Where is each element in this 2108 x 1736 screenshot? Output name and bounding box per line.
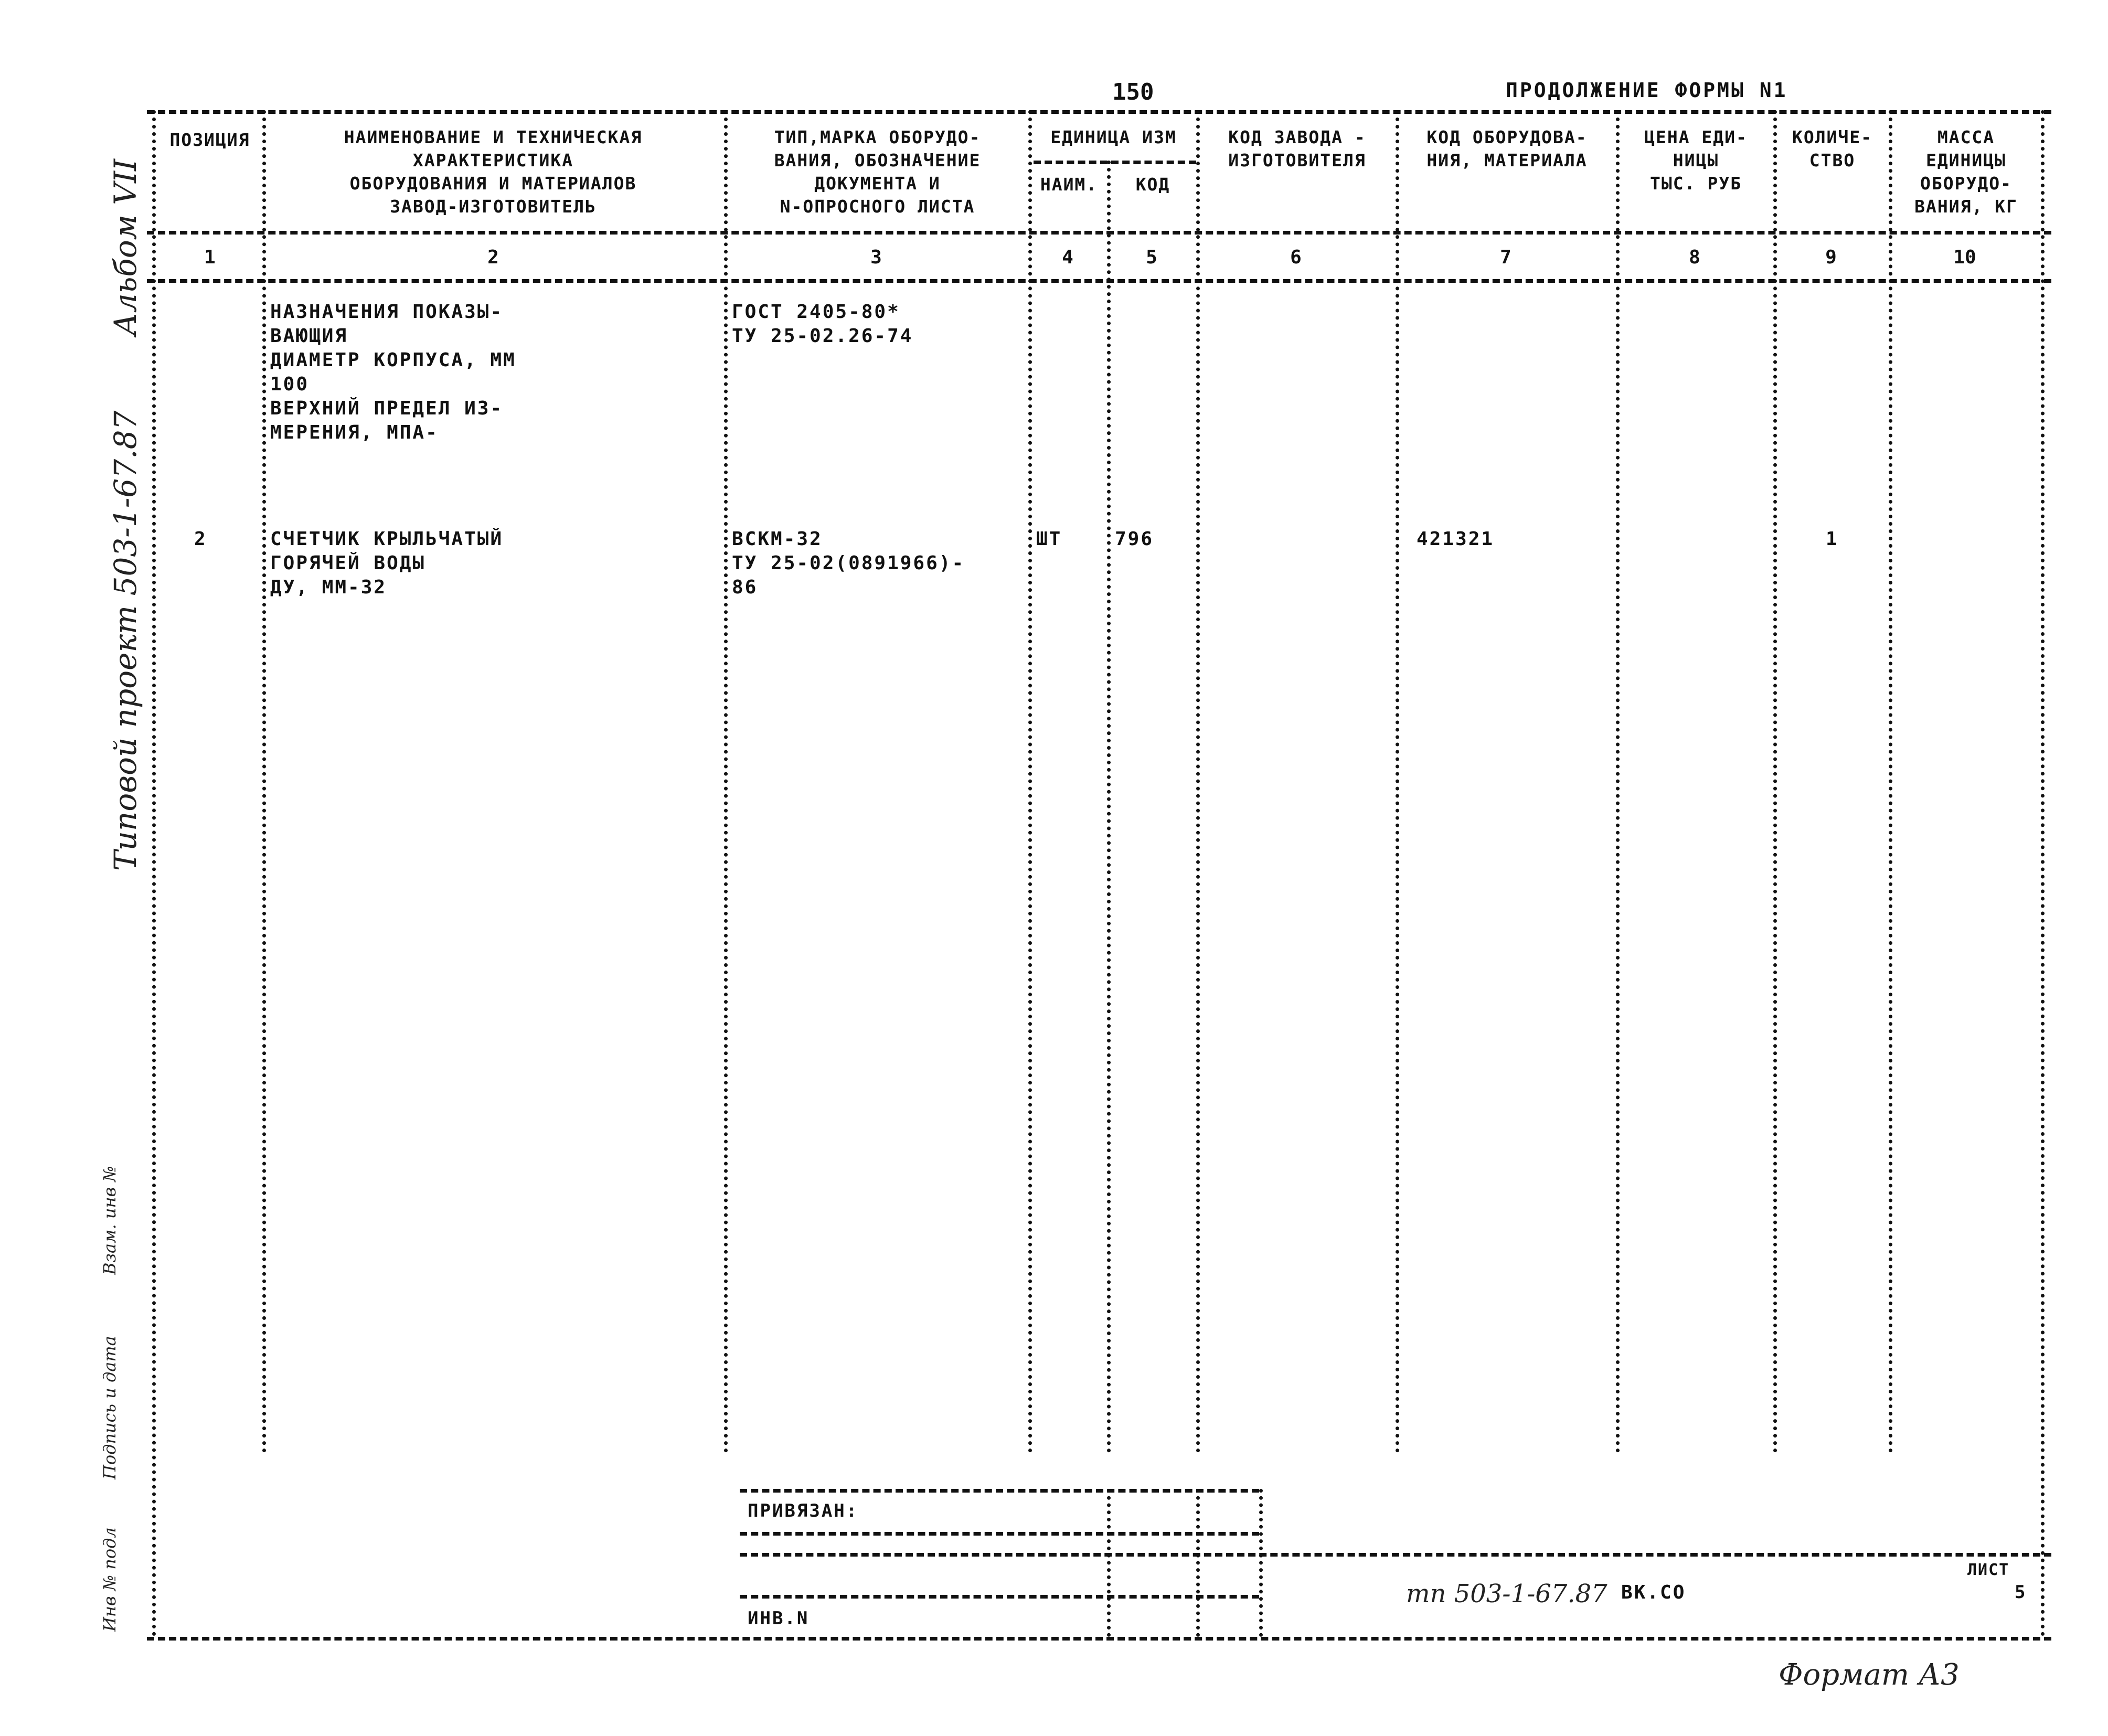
rule-stamp-v3 — [1259, 1489, 1263, 1637]
rule-stamp-v2 — [1196, 1489, 1200, 1637]
inv-orig-label: Инв № подл — [100, 1527, 120, 1632]
rule-stamp-top — [740, 1489, 1259, 1493]
sheet-label: ЛИСТ — [1967, 1561, 2010, 1579]
format-label: Формат А3 — [1779, 1658, 1960, 1692]
rule-col-1 — [262, 110, 266, 1453]
row-name-line: МЕРЕНИЯ, МПА- — [270, 422, 439, 443]
rule-col-6 — [1396, 110, 1399, 1453]
rule-col-3 — [1028, 110, 1032, 1453]
row-name-line: СЧЕТЧИК КРЫЛЬЧАТЫЙ — [270, 528, 504, 550]
rule-header-bottom — [147, 231, 2051, 235]
row-position: 2 — [194, 528, 207, 550]
row-unit-code: 796 — [1115, 528, 1154, 550]
spec-sheet: 150 ПРОДОЛЖЕНИЕ ФОРМЫ N1 ПОЗИЦИЯ НАИМЕНОВАНИЕ И ТЕХНИЧЕСКАЯ ХАРАКТЕРИСТИКА ОБОРУДОВАНИЯ И МАТЕРИАЛОВ ЗАВОД-ИЗГОТОВИТЕЛЬ ТИП,МАРКА ОБОРУДО- ВАНИЯ, ОБОЗНАЧЕНИЕ ДОКУМЕНТА И N-ОПРОСНОГО ЛИСТА ЕДИНИЦА ИЗМ НАИМ. КОД КОД ЗАВОДА - ИЗГОТОВИТЕЛЯ КОД ОБОРУДОВА- НИЯ, МАТЕРИАЛА ЦЕНА ЕДИ- НИЦЫ ТЫС. РУБ КОЛИЧЕ- СТВО МАССА ЕДИНИЦЫ ОБОРУДО- ВАНИЯ, КГ 1 2 3 4 5 6 7 8 9 10 НАЗНАЧЕНИЯ ПОКАЗЫ- ВАЮЩИЯ ДИАМЕТР КОРПУСА, ММ 100 ВЕРХНИЙ ПРЕДЕЛ ИЗ- МЕРЕНИЯ, МПА- ГОСТ 2405-80* ТУ 25-02.26-74 2 СЧЕТЧИК КРЫЛЬЧАТЫЙ ГОРЯЧЕЙ ВОДЫ ДУ, ММ-32 ВСКМ-32 ТУ 25-02(0891966)- 86 ШТ 796 421321 1 ПРИВЯЗАН: ИНВ.N тп 503-1-67.87 ВК.СО ЛИСТ 5 Альбом VII Типовой проект 503-1-67.87 Инв № подл Подпись и дата Взам. инв № Формат А3 — [0, 0, 2108, 1736]
row-name-line: ДУ, ММ-32 — [270, 577, 387, 598]
row-quantity: 1 — [1826, 528, 1839, 550]
rule-top — [147, 110, 2051, 114]
sheet-number: 5 — [2015, 1582, 2026, 1603]
bound-label: ПРИВЯЗАН: — [748, 1500, 859, 1521]
row-type-line: ТУ 25-02(0891966)- — [732, 552, 965, 574]
rule-col-9 — [1889, 110, 1892, 1453]
rule-right-frame — [2041, 110, 2045, 1637]
document-code: тп 503-1-67.87 — [1406, 1579, 1607, 1609]
inv-label: ИНВ.N — [748, 1608, 810, 1629]
rule-stamp-band — [740, 1553, 2051, 1557]
rule-col-7 — [1616, 110, 1620, 1453]
continuation-title: ПРОДОЛЖЕНИЕ ФОРМЫ N1 — [1506, 79, 1788, 102]
row-unit-name: ШТ — [1036, 528, 1062, 550]
rule-col-8 — [1773, 110, 1777, 1453]
page-number: 150 — [1112, 79, 1154, 105]
rule-unit-split — [1034, 161, 1196, 164]
album-label: Альбом VII — [108, 159, 143, 336]
row-type-line: ГОСТ 2405-80* — [732, 301, 900, 323]
row-type-line: 86 — [732, 577, 758, 598]
row-type-line: ТУ 25-02.26-74 — [732, 325, 913, 347]
rule-col-2 — [724, 110, 728, 1453]
row-name-line: ВАЮЩИЯ — [270, 325, 348, 347]
row-name-line: ДИАМЕТР КОРПУСА, ММ — [270, 349, 516, 371]
row-name-line: ГОРЯЧЕЙ ВОДЫ — [270, 552, 426, 574]
rule-col-4 — [1107, 161, 1111, 1453]
document-suffix: ВК.СО — [1621, 1582, 1686, 1603]
row-name-line: 100 — [270, 374, 310, 395]
rule-left-frame — [152, 110, 156, 1637]
row-type-line: ВСКМ-32 — [732, 528, 823, 550]
row-name-line: ВЕРХНИЙ ПРЕДЕЛ ИЗ- — [270, 398, 504, 419]
sign-date-label: Подпись и дата — [100, 1336, 120, 1479]
inv-repl-label: Взам. инв № — [100, 1166, 120, 1275]
rule-stamp-1 — [740, 1532, 1259, 1536]
rule-bottom — [147, 1637, 2051, 1641]
rule-stamp-2 — [740, 1595, 1259, 1599]
row-equipment-code: 421321 — [1417, 528, 1495, 550]
rule-numbers-bottom — [147, 279, 2051, 283]
rule-stamp-v1 — [1107, 1489, 1111, 1637]
rule-col-5 — [1196, 110, 1200, 1453]
header-position: ПОЗИЦИЯ — [169, 130, 250, 150]
project-label: Типовой проект 503-1-67.87 — [108, 410, 143, 871]
row-name-line: НАЗНАЧЕНИЯ ПОКАЗЫ- — [270, 301, 504, 323]
